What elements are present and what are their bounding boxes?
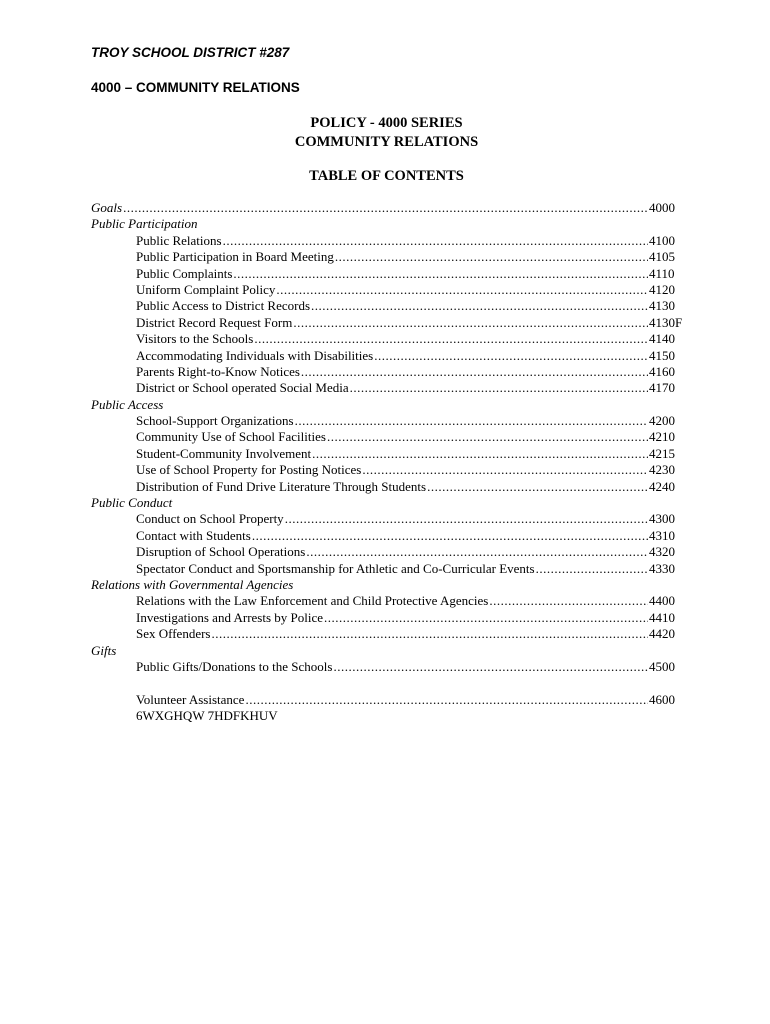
table-of-contents-title: TABLE OF CONTENTS <box>309 168 464 184</box>
toc-entry-label: District Record Request Form <box>136 314 293 330</box>
district-name: TROY SCHOOL DISTRICT #287 <box>91 45 290 60</box>
toc-entry <box>91 610 685 626</box>
toc-entry <box>91 462 685 478</box>
toc-entry-label: Contact with Students <box>136 527 251 543</box>
dot-leader <box>301 364 648 380</box>
toc-entry-number: 4210 <box>649 429 675 445</box>
dot-leader <box>252 528 648 544</box>
toc-entry <box>91 331 685 347</box>
dot-leader <box>212 626 649 642</box>
toc-entry-label: Disruption of School Operations <box>136 544 306 560</box>
dot-leader <box>333 659 648 675</box>
toc-entry-number: 4240 <box>649 478 675 494</box>
dot-leader <box>362 462 648 478</box>
toc-entry-label: Uniform Complaint Policy <box>136 281 276 297</box>
toc-entry-label: Student-Community Involvement <box>136 445 312 461</box>
toc-entry <box>91 282 685 298</box>
toc-entry-number: 4330 <box>649 560 675 576</box>
toc-entry-label: Public Access to District Records <box>136 298 311 314</box>
toc-entry <box>91 380 685 396</box>
toc-entry-goals <box>91 200 685 216</box>
toc-entry-number: 4300 <box>649 511 675 527</box>
dot-leader <box>427 479 648 495</box>
toc-entry <box>91 511 685 527</box>
toc-entry <box>91 544 685 560</box>
toc-entry-number: 4105 <box>649 249 675 265</box>
dot-leader <box>374 348 648 364</box>
spacer <box>91 675 685 691</box>
toc-entry-number: 4120 <box>649 281 675 297</box>
dot-leader <box>223 233 648 249</box>
toc-entry-number: 4140 <box>649 331 675 347</box>
toc-entry <box>91 528 685 544</box>
toc-entry-number: 4410 <box>649 609 675 625</box>
toc-entry-label: Parents Right-to-Know Notices <box>136 363 300 379</box>
toc-entry-number: 4000 <box>649 200 675 215</box>
dot-leader <box>123 200 648 216</box>
toc-entry-number: 4130 <box>649 298 675 314</box>
toc-entry-label: Volunteer Assistance <box>136 691 245 707</box>
toc-entry-number: 4400 <box>649 593 675 609</box>
toc-entry-label: Public Relations <box>136 232 222 248</box>
policy-series-title: POLICY - 4000 SERIES <box>310 115 463 131</box>
category-gifts: Gifts <box>91 642 117 658</box>
toc-entry <box>91 348 685 364</box>
toc-entry-label: Relations with the Law Enforcement and Child Protective Agencies <box>136 593 489 609</box>
toc-entry-number: 4500 <box>649 658 675 674</box>
toc-entry-number: 4100 <box>649 232 675 248</box>
toc-entry-number: 4310 <box>649 527 675 543</box>
toc-entry <box>91 315 685 331</box>
toc-entry <box>91 249 685 265</box>
toc-entry-number: 4110 <box>649 265 675 281</box>
toc-entry-number: 4215 <box>649 445 675 461</box>
toc-entry-label: Conduct on School Property <box>136 511 284 527</box>
toc-entry-number: 4600 <box>649 691 675 707</box>
toc-entry-number: 4200 <box>649 413 675 429</box>
dot-leader <box>285 511 648 527</box>
category-public-conduct: Public Conduct <box>91 495 173 511</box>
toc-entry-label: Accommodating Individuals with Disabilities <box>136 347 374 363</box>
dot-leader <box>293 315 648 331</box>
toc-entry <box>91 413 685 429</box>
trailing-text: 6WXGHQW 7HDFKHUV <box>136 708 278 724</box>
toc-entry-label: Goals <box>91 200 123 215</box>
toc-entry-label: District or School operated Social Media <box>136 380 349 396</box>
dot-leader <box>233 266 648 282</box>
toc-entry-label: School-Support Organizations <box>136 413 294 429</box>
toc-entry-label: Use of School Property for Posting Notices <box>136 462 362 478</box>
toc-entry <box>91 266 685 282</box>
dot-leader <box>254 331 648 347</box>
community-relations-title: COMMUNITY RELATIONS <box>294 134 479 150</box>
dot-leader <box>306 544 648 560</box>
toc-entry-label: Visitors to the Schools <box>136 331 254 347</box>
category-governmental-agencies: Relations with Governmental Agencies <box>91 576 294 592</box>
toc-entry <box>91 364 685 380</box>
toc-entry-number: 4170 <box>649 380 675 396</box>
toc-entry-number: 4320 <box>649 544 675 560</box>
toc-entry <box>91 446 685 462</box>
section-heading: 4000 – COMMUNITY RELATIONS <box>91 80 300 95</box>
dot-leader <box>335 249 648 265</box>
toc-entry <box>91 429 685 445</box>
dot-leader <box>536 561 648 577</box>
toc-entry-number: 4160 <box>649 363 675 379</box>
toc-entry <box>91 593 685 609</box>
dot-leader <box>295 413 648 429</box>
toc-entry-label: Public Participation in Board Meeting <box>136 249 334 265</box>
toc-entry <box>91 298 685 314</box>
category-public-participation: Public Participation <box>91 216 198 232</box>
toc-entry <box>91 659 685 675</box>
toc-entry-volunteer <box>91 692 685 708</box>
table-of-contents <box>91 200 685 725</box>
toc-entry-label: Distribution of Fund Drive Literature Through Students <box>136 478 427 494</box>
toc-entry-number: 4420 <box>649 626 675 642</box>
toc-entry-label: Public Complaints <box>136 265 233 281</box>
dot-leader <box>276 282 648 298</box>
toc-entry-label: Public Gifts/Donations to the Schools <box>136 658 333 674</box>
dot-leader <box>324 610 648 626</box>
toc-entry-number: 4230 <box>649 462 675 478</box>
toc-entry <box>91 479 685 495</box>
toc-entry-label: Community Use of School Facilities <box>136 429 326 445</box>
toc-entry-label: Investigations and Arrests by Police <box>136 609 324 625</box>
dot-leader <box>489 593 648 609</box>
toc-entry-label: Spectator Conduct and Sportsmanship for Athletic and Co-Curricular Events <box>136 560 535 576</box>
dot-leader <box>327 429 648 445</box>
category-public-access: Public Access <box>91 396 164 412</box>
dot-leader <box>245 692 648 708</box>
dot-leader <box>311 298 648 314</box>
toc-entry <box>91 626 685 642</box>
toc-entry-label: Sex Offenders <box>136 626 211 642</box>
dot-leader <box>312 446 648 462</box>
dot-leader <box>350 380 648 396</box>
toc-entry-number: 4150 <box>649 347 675 363</box>
toc-entry <box>91 561 685 577</box>
toc-entry-number: 4130F <box>649 314 683 330</box>
toc-entry <box>91 233 685 249</box>
